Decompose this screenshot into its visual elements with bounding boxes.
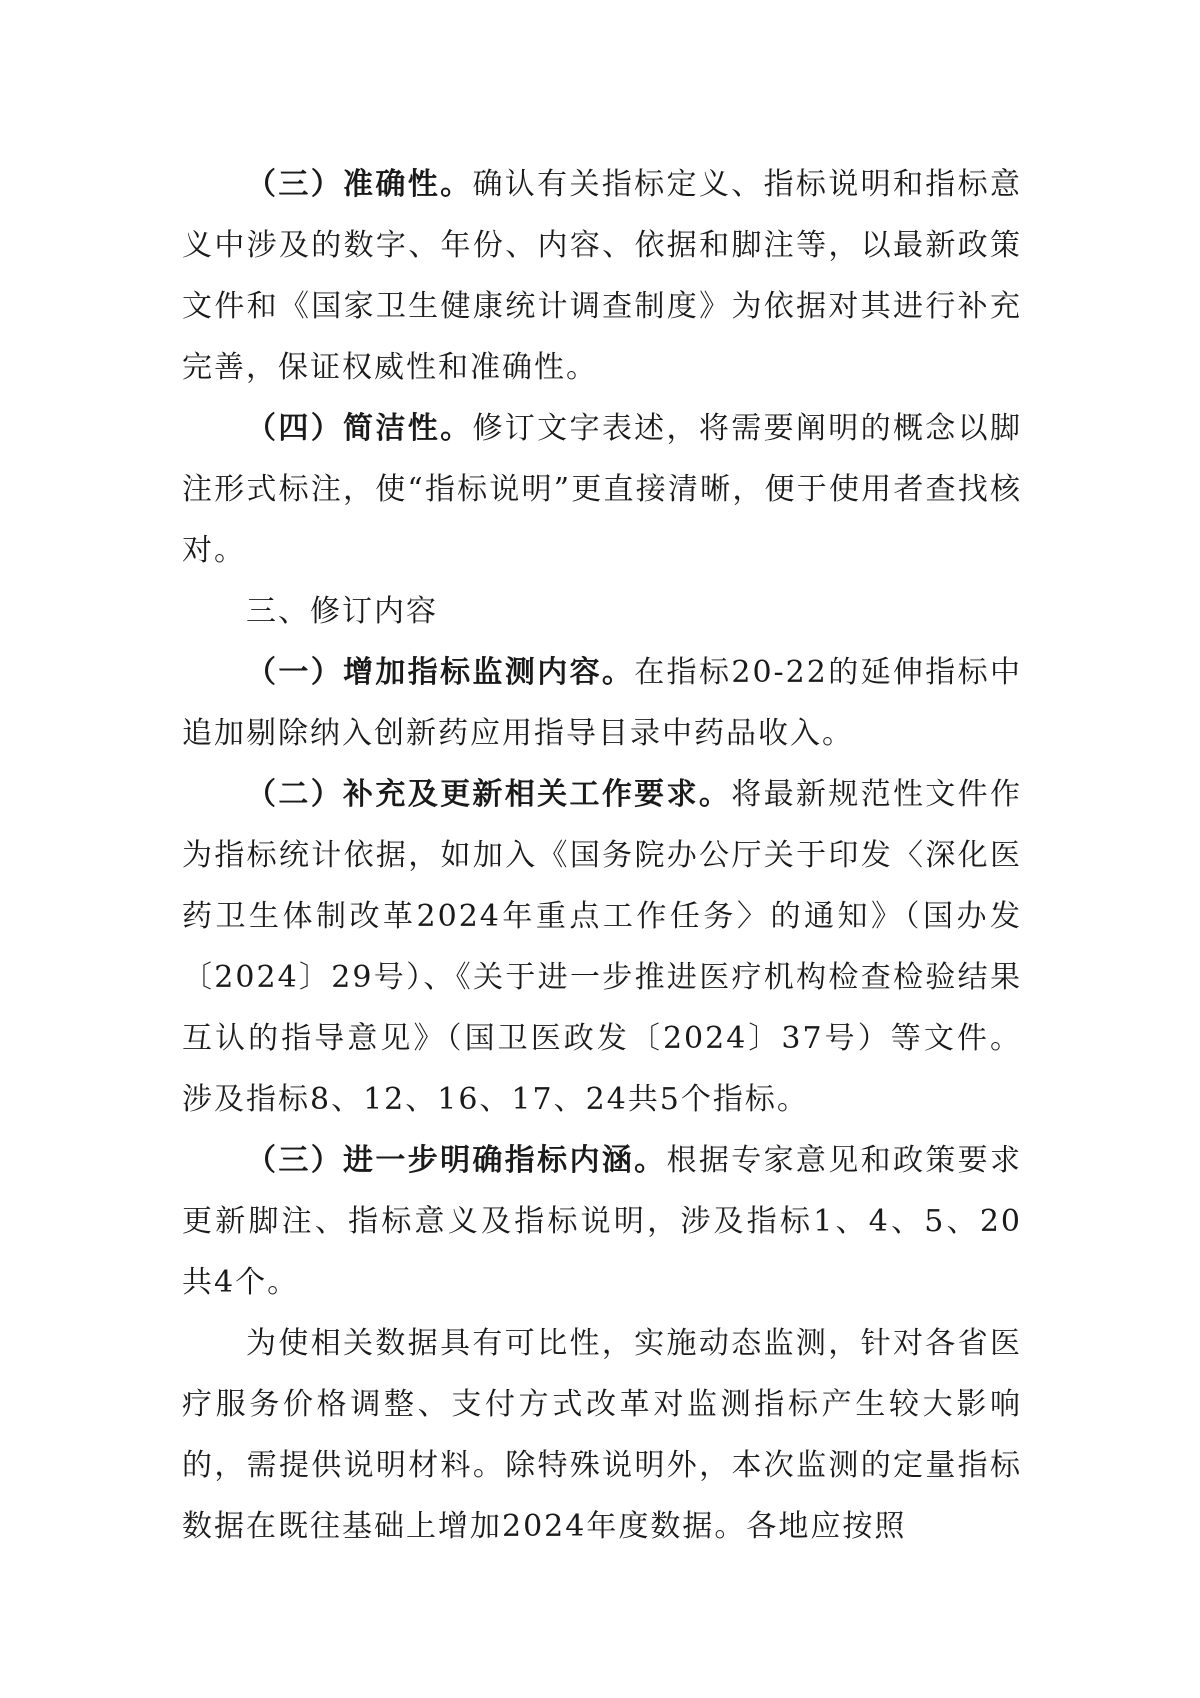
document-body <box>182 154 1022 1557</box>
section-heading-revision-content: 三、修订内容 <box>246 594 438 629</box>
paragraph-clarify-connotation <box>182 1130 1022 1313</box>
paragraph-accuracy-text: 确认有关指标定义、指标说明和指标意义中涉及的数字、年份、内容、依据和脚注等，以最新政策文件和《国家卫生健康统计调查制度》为依据对其进行补充完善，保证权威性和准确性。 <box>182 167 1023 385</box>
paragraph-update-requirements-text: 将最新规范性文件作为指标统计依据，如加入《国务院办公厅关于印发〈深化医药卫生体制改革2024年重点工作任务〉的通知》（国办发〔2024〕29号）、《关于进一步推进医疗机构检查检验结果互认的指导意见》（国卫医政发〔2024〕37号）等文件。涉及指标8、12、16、17、24共5个指标。 <box>182 777 1023 1117</box>
paragraph-clarify-connotation-text: 根据专家意见和政策要求更新脚注、指标意义及指标说明，涉及指标1、4、5、20共4个。 <box>182 1143 1023 1300</box>
paragraph-add-monitoring-text: 在指标20-22的延伸指标中追加剔除纳入创新药应用指导目录中药品收入。 <box>182 655 1023 751</box>
paragraph-conciseness-text: 修订文字表述，将需要阐明的概念以脚注形式标注，使“指标说明”更直接清晰，便于使用者查找核对。 <box>182 411 1023 568</box>
paragraph-conciseness-heading: （四）简洁性。 <box>246 411 473 446</box>
paragraph-update-requirements-heading: （二）补充及更新相关工作要求。 <box>246 777 732 812</box>
paragraph-add-monitoring-heading: （一）增加指标监测内容。 <box>246 655 635 690</box>
paragraph-accuracy-heading: （三）准确性。 <box>246 167 473 202</box>
paragraph-comparability: 为使相关数据具有可比性，实施动态监测，针对各省医疗服务价格调整、支付方式改革对监测指标产生较大影响的，需提供说明材料。除特殊说明外，本次监测的定量指标数据在既往基础上增加2024年度数据。各地应按照 <box>182 1326 1022 1544</box>
paragraph-conciseness <box>182 398 1022 581</box>
paragraph-accuracy <box>182 154 1022 398</box>
paragraph-clarify-connotation-heading: （三）进一步明确指标内涵。 <box>246 1143 667 1178</box>
paragraph-update-requirements <box>182 764 1022 1130</box>
paragraph-add-monitoring <box>182 642 1022 764</box>
